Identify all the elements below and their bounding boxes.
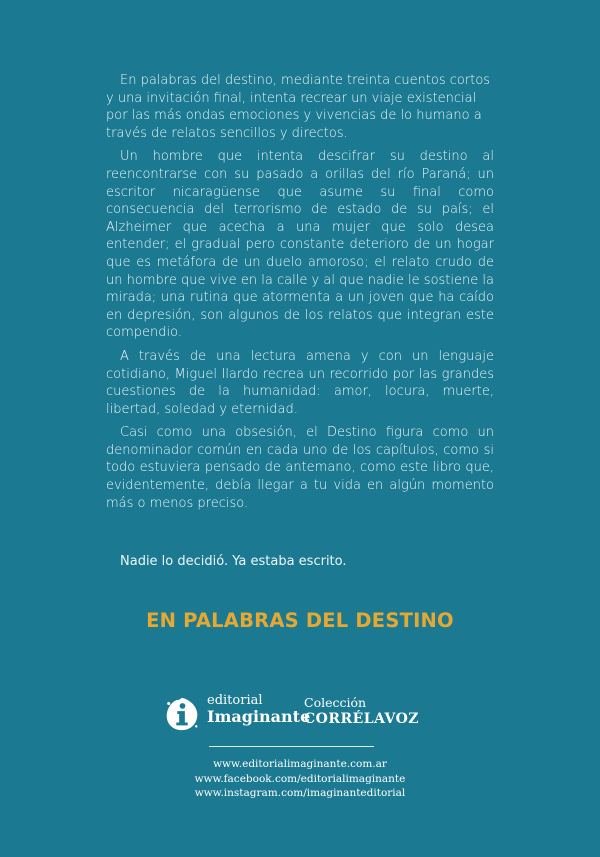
website-link[interactable]: www.editorialimaginante.com.ar (213, 758, 387, 770)
collection-label: Colección (304, 695, 367, 710)
book-title: EN PALABRAS DEL DESTINO (146, 609, 454, 632)
publisher-links (0, 757, 600, 801)
divider-line (209, 746, 374, 747)
ink-drop-info-icon (163, 695, 201, 733)
blurb-paragraph-4: Casi como una obsesión, el Destino figura como un denominador común en cada uno de los capítulos, como si todo estuviera pensado de antemano, como este libro que, evidentemente, debía llegar a tu vida en algún momento más o menos preciso. (106, 425, 494, 511)
blurb-paragraph-2: Un hombre que intenta descifrar su destino al reencontrarse con su pasado a orillas del río Paraná; un escritor nicaragüense que asume su final como consecuencia del terrorismo de estado de su país; el Alzheimer que acecha a una mujer que solo desea entender; el gradual pero constante deterioro de un hogar que es metáfora de un duelo amoroso; el relato crudo de un hombre que vive en la calle y al que nadie le sostiene la mirada; una rutina que atormenta a un joven que ha caído en depresión, son algunos de los relatos que integran este compendio. (106, 149, 494, 341)
closing-line: Nadie lo decidió. Ya estaba escrito. (120, 554, 347, 569)
blurb-paragraph-1: En palabras del destino, mediante treinta cuentos cortos y una invitación final, intenta recrear un viaje existencial por las más ondas emociones y vivencias de lo humano a través de relatos sencillos y directos. (106, 73, 491, 141)
publisher-logo (163, 693, 423, 737)
facebook-link[interactable]: www.facebook.com/editorialimaginante (194, 772, 406, 785)
publisher-name-small: editorial (207, 693, 263, 708)
instagram-link[interactable]: www.instagram.com/imaginanteditorial (194, 787, 406, 799)
back-cover-blurb (106, 72, 494, 518)
collection-name: CORRÉLAVOZ (304, 711, 419, 727)
blurb-paragraph-3: A través de una lectura amena y con un lenguaje cotidiano, Miguel Ilardo recrea un recorrido por las grandes cuestiones de la humanidad: amor, locura, muerte, libertad, soledad y eternidad. (106, 348, 494, 417)
publisher-name: Imaginante (207, 707, 311, 726)
